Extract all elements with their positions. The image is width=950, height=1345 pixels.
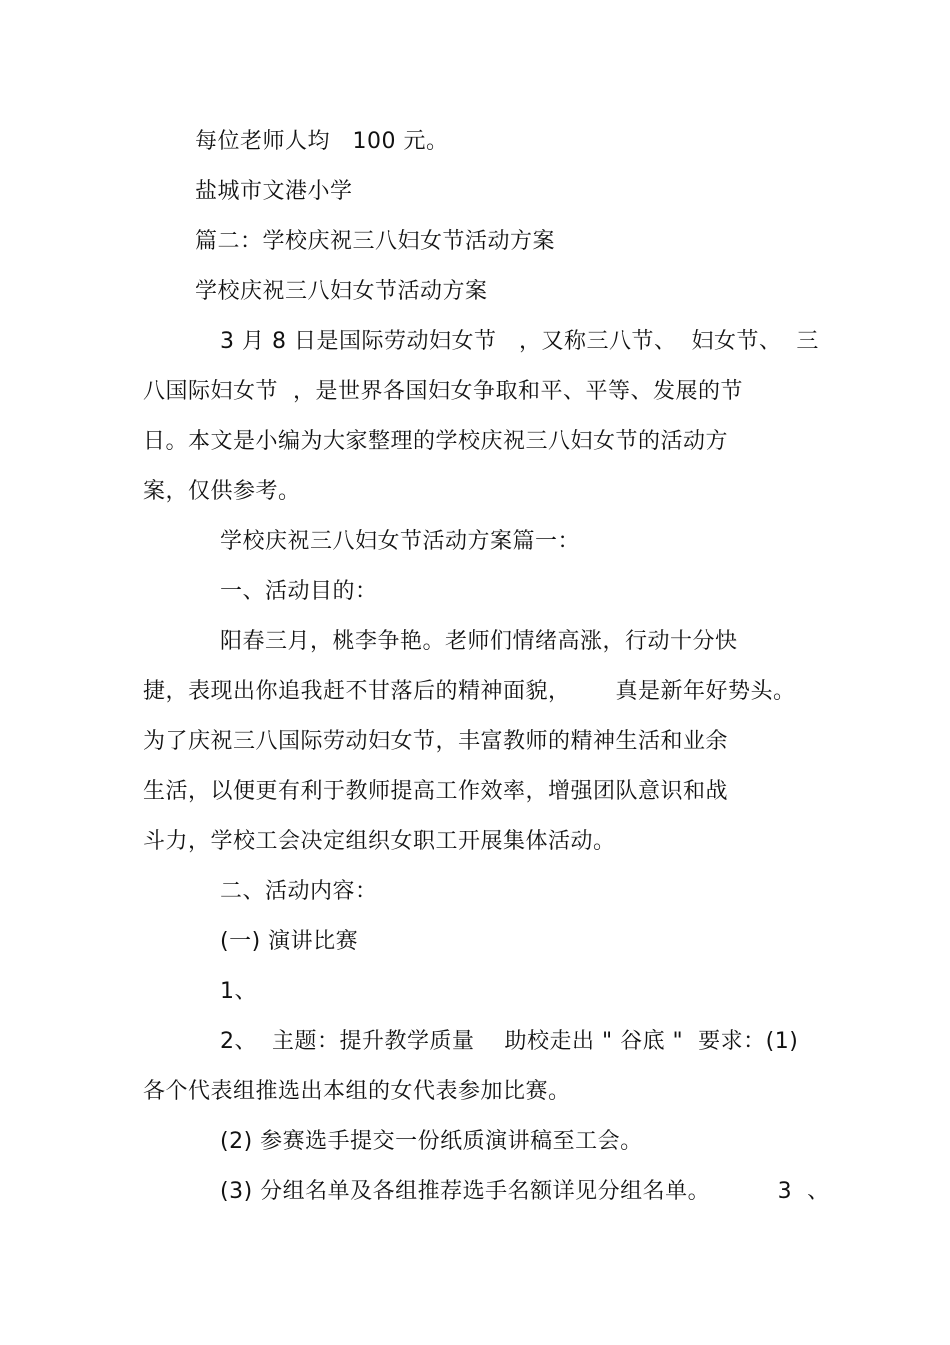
text-line-school-name: 盐城市文港小学: [195, 179, 353, 204]
paragraph-purpose-line-3: 为了庆祝三八国际劳动妇女节，丰富教师的精神生活和业余: [143, 729, 729, 754]
section-heading-part-two: 篇二：学校庆祝三八妇女节活动方案: [195, 229, 556, 254]
text-line-per-teacher: 每位老师人均 100 元。: [195, 129, 449, 154]
paragraph-intro-line-4: 案，仅供参考。: [143, 479, 301, 504]
list-item-1: 1、: [220, 979, 257, 1004]
section-heading-content: 二、活动内容：: [220, 879, 378, 904]
paragraph-purpose-line-4: 生活，以便更有利于教师提高工作效率，增强团队意识和战: [143, 779, 729, 804]
list-item-2-theme: 2、 主题：提升教学质量 助校走出 " 谷底 " 要求：(1): [220, 1029, 799, 1054]
paragraph-purpose-line-2: 捷，表现出你追我赶不甘落后的精神面貌， 真是新年好势头。: [143, 679, 796, 704]
document-title: 学校庆祝三八妇女节活动方案: [195, 279, 488, 304]
paragraph-intro-line-3: 日。本文是小编为大家整理的学校庆祝三八妇女节的活动方: [143, 429, 729, 454]
paragraph-intro-line-2: 八国际妇女节 ，是世界各国妇女争取和平、平等、发展的节: [143, 379, 743, 404]
requirement-3: (3) 分组名单及各组推荐选手名额详见分组名单。 3 、: [220, 1179, 830, 1204]
requirement-1-continued: 各个代表组推选出本组的女代表参加比赛。: [143, 1079, 571, 1104]
subsection-speech-contest: (一) 演讲比赛: [220, 929, 359, 954]
requirement-2: (2) 参赛选手提交一份纸质演讲稿至工会。: [220, 1129, 643, 1154]
paragraph-purpose-line-1: 阳春三月，桃李争艳。老师们情绪高涨，行动十分快: [220, 629, 738, 654]
section-heading-purpose: 一、活动目的：: [220, 579, 378, 604]
paragraph-intro-line-1: 3 月 8 日是国际劳动妇女节 ，又称三八节、 妇女节、 三: [220, 329, 819, 354]
plan-heading: 学校庆祝三八妇女节活动方案篇一：: [220, 529, 581, 554]
paragraph-purpose-line-5: 斗力，学校工会决定组织女职工开展集体活动。: [143, 829, 616, 854]
